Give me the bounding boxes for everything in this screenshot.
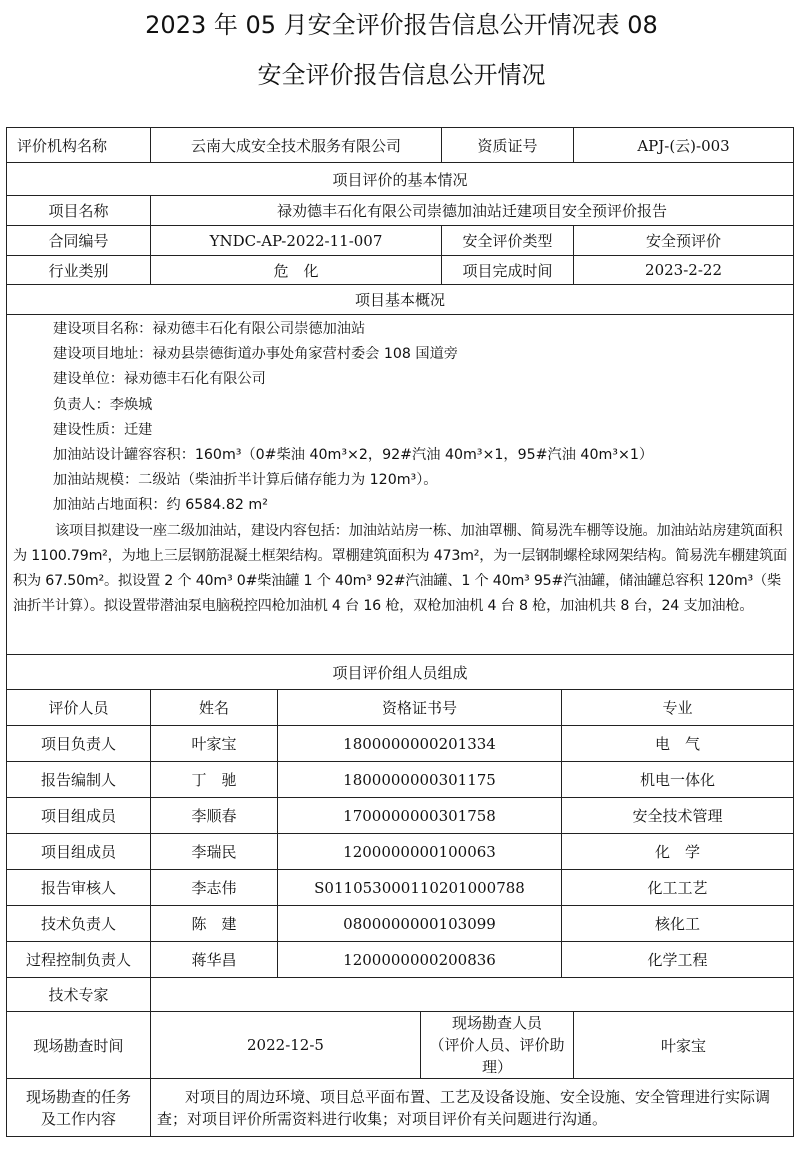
member-name: 陈 建 [151, 906, 278, 942]
table-row [7, 798, 794, 834]
expert-row [7, 978, 794, 1012]
member-role: 项目组成员 [7, 834, 151, 870]
site-staff-label-line2: （评价人员、评价助理） [429, 1036, 565, 1076]
project-name-value: 禄劝德丰石化有限公司崇德加油站迁建项目安全预评价报告 [151, 196, 794, 226]
org-value: 云南大成安全技术服务有限公司 [151, 128, 442, 163]
site-time-value: 2022-12-5 [151, 1012, 421, 1079]
contract-label: 合同编号 [7, 226, 151, 256]
team-header-role: 评价人员 [7, 690, 151, 726]
site-row [7, 1012, 794, 1079]
member-cert: 1800000000201334 [278, 726, 562, 762]
cert-value: APJ-(云)-003 [574, 128, 794, 163]
overview-line: 建设项目名称：禄劝德丰石化有限公司崇德加油站 [53, 321, 366, 337]
member-name: 叶家宝 [151, 726, 278, 762]
completion-label: 项目完成时间 [442, 256, 574, 285]
industry-label: 行业类别 [7, 256, 151, 285]
task-label-line1: 现场勘查的任务 [25, 1087, 131, 1106]
team-section-title: 项目评价组人员组成 [7, 655, 794, 690]
overview-section-title: 项目基本概况 [7, 285, 794, 315]
member-name: 李志伟 [151, 870, 278, 906]
member-major: 机电一体化 [562, 762, 794, 798]
member-name: 丁 驰 [151, 762, 278, 798]
table-row [7, 726, 794, 762]
task-label-line2: 及工作内容 [40, 1109, 116, 1128]
overview-line: 加油站规模：二级站（柴油折半计算后储存能力为 120m³）。 [53, 472, 438, 489]
cert-label: 资质证号 [442, 128, 574, 163]
member-role: 项目负责人 [7, 726, 151, 762]
table-row [7, 834, 794, 870]
member-major: 安全技术管理 [562, 798, 794, 834]
table-row [7, 942, 794, 978]
site-staff-label-line1: 现场勘查人员 [452, 1014, 543, 1032]
industry-row [7, 256, 794, 285]
eval-type-value: 安全预评价 [574, 226, 794, 256]
member-cert: 1800000000301175 [278, 762, 562, 798]
member-cert: S011053000110201000788 [278, 870, 562, 906]
project-name-row [7, 196, 794, 226]
disclosure-table [6, 127, 794, 1137]
member-name: 李瑞民 [151, 834, 278, 870]
member-cert: 1200000000200836 [278, 942, 562, 978]
overview-paragraph: 该项目拟建设一座二级加油站，建设内容包括：加油站站房一栋、加油罩棚、简易洗车棚等设施。加油站站房建筑面积为 1100.79m²，为地上三层钢筋混凝土框架结构。罩棚建筑面积为 473m²，为一层钢制螺栓球网架结构。简易洗车棚建筑面积为 67.50m²。拟设置 2 个 40m³ 0#柴油罐 1 个 40m³ 92#汽油罐、1 个 40m³ 95#汽油罐，储油罐总容积 120m³（柴油折半计算）。拟设置带潜油泵电脑税控四枪加油机 4 台 16 枪，双枪加油机 4 台 8 枪，加油机共 8 台，24 支加油枪。 [13, 522, 788, 615]
member-role: 过程控制负责人 [7, 942, 151, 978]
site-time-label: 现场勘查时间 [7, 1012, 151, 1079]
member-role: 项目组成员 [7, 798, 151, 834]
member-cert: 1700000000301758 [278, 798, 562, 834]
member-name: 李顺春 [151, 798, 278, 834]
team-header-row [7, 690, 794, 726]
contract-value: YNDC-AP-2022-11-007 [151, 226, 442, 256]
industry-value: 危 化 [151, 256, 442, 285]
overview-line: 建设项目地址：禄劝县崇德街道办事处角家营村委会 108 国道旁 [53, 346, 458, 363]
expert-value [151, 978, 794, 1012]
basic-section-title: 项目评价的基本情况 [7, 163, 794, 196]
member-major: 电 气 [562, 726, 794, 762]
site-staff-label [421, 1012, 574, 1079]
task-label [7, 1079, 151, 1137]
overview-content [7, 315, 794, 655]
task-content [151, 1079, 794, 1137]
org-label: 评价机构名称 [7, 128, 151, 163]
document-title: 2023 年 05 月安全评价报告信息公开情况表 08 [145, 11, 658, 39]
member-cert: 0800000000103099 [278, 906, 562, 942]
document-subtitle: 安全评价报告信息公开情况 [257, 61, 546, 89]
org-row [7, 128, 794, 163]
task-row [7, 1079, 794, 1137]
completion-value: 2023-2-22 [574, 256, 794, 285]
member-major: 化学工程 [562, 942, 794, 978]
overview-line: 建设单位：禄劝德丰石化有限公司 [53, 371, 266, 388]
site-staff-value: 叶家宝 [574, 1012, 794, 1079]
member-role: 报告审核人 [7, 870, 151, 906]
eval-type-label: 安全评价类型 [442, 226, 574, 256]
overview-line: 加油站占地面积：约 6584.82 m² [53, 497, 268, 514]
expert-label: 技术专家 [7, 978, 151, 1012]
overview-line: 负责人：李焕城 [53, 396, 153, 413]
table-row [7, 906, 794, 942]
member-major: 化工工艺 [562, 870, 794, 906]
table-row [7, 762, 794, 798]
contract-row [7, 226, 794, 256]
project-name-label: 项目名称 [7, 196, 151, 226]
member-major: 化 学 [562, 834, 794, 870]
member-role: 报告编制人 [7, 762, 151, 798]
team-header-name: 姓名 [151, 690, 278, 726]
member-major: 核化工 [562, 906, 794, 942]
overview-line: 加油站设计罐容容积：160m³（0#柴油 40m³×2，92#汽油 40m³×1，95#汽油 40m³×1） [53, 447, 654, 464]
overview-line: 建设性质：迁建 [53, 421, 153, 438]
team-header-cert: 资格证书号 [278, 690, 562, 726]
table-row [7, 870, 794, 906]
team-header-major: 专业 [562, 690, 794, 726]
task-text: 对项目的周边环境、项目总平面布置、工艺及设备设施、安全设施、安全管理进行实际调查；对项目评价所需资料进行收集；对项目评价有关问题进行沟通。 [157, 1087, 771, 1128]
member-role: 技术负责人 [7, 906, 151, 942]
member-cert: 1200000000100063 [278, 834, 562, 870]
member-name: 蒋华昌 [151, 942, 278, 978]
